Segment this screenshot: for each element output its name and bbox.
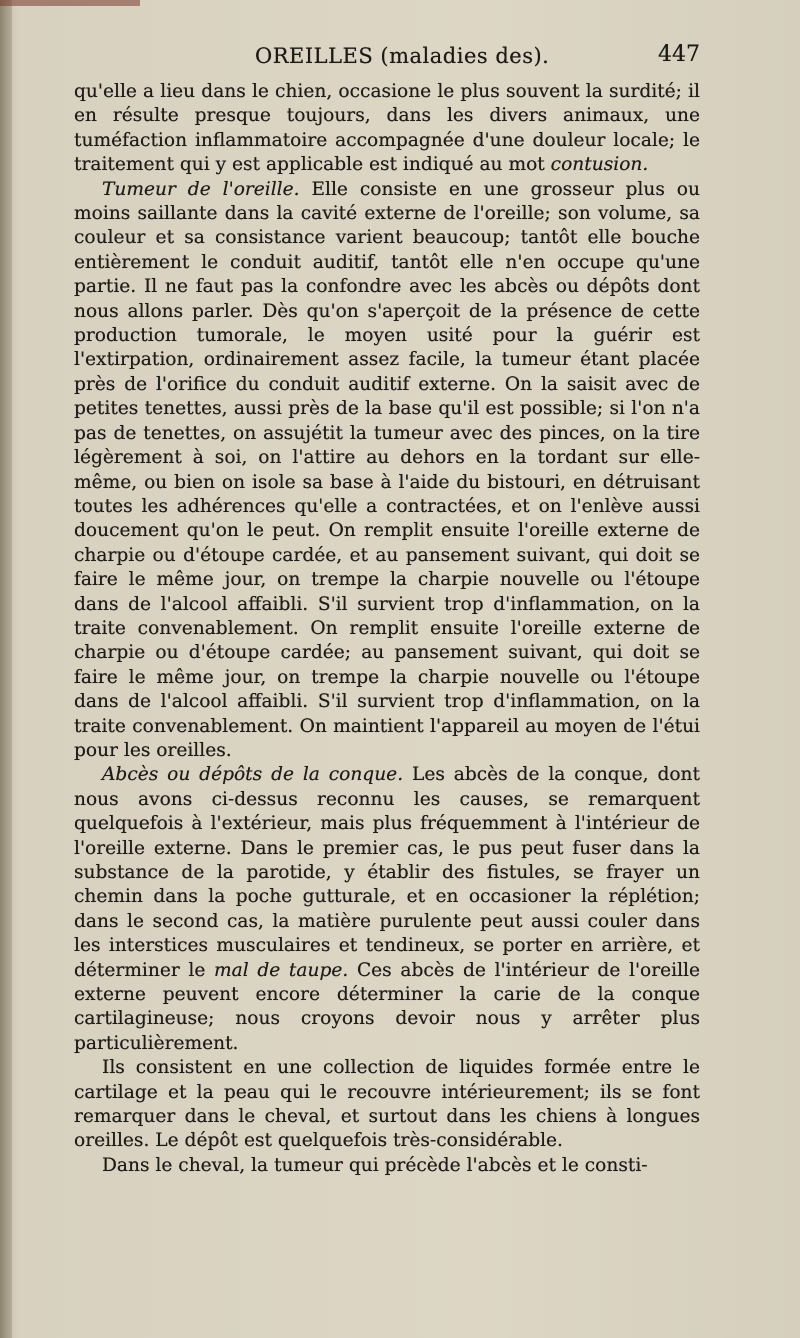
paragraph-tumeur-text: Elle consiste en une grosseur plus ou moins saillante dans la cavité externe de l'oreille; son volume, sa couleur et sa consistance varient beaucoup; tantôt elle bouche entièrement le conduit auditif, tantôt elle n'en occupe qu'une partie. Il ne faut pas la confondre avec les abcès ou dépôts dont nous allons parler. Dès qu'on s'aperçoit de la présence de cette production tumorale, le moyen usité pour la guérir est l'extirpation, ordinairement assez facile, la tumeur étant placée près de l'orifice du conduit auditif externe. On la saisit avec de petites tenettes, aussi près de la base qu'il est possible; si l'on n'a pas de tenettes, on assujétit la tumeur avec des pinces, on la tire légèrement à soi, on l'attire au dehors en la tordant sur elle-même, ou bien on isole sa base à l'aide du bistouri, en détruisant toutes les adhérences qu'elle a contractées, et on l'enlève aussi doucement qu'on le peut. On remplit ensuite l'oreille externe de charpie ou d'étoupe cardée, et au pansement suivant, qui doit se faire le même jour, on trempe la charpie nouvelle ou l'étoupe dans de l'alcool affaibli. S'il survient trop d'inflammation, on la traite convenablement. On remplit ensuite l'oreille externe de charpie ou d'étoupe cardée; au pansement suivant, qui doit se faire le même jour, on trempe la charpie nouvelle ou l'étoupe dans de l'alcool affaibli. S'il survient trop d'inflammation, on la traite convenablement. On maintient l'appareil au moyen de l'étui pour les oreilles. — [74, 178, 700, 761]
paragraph-1-text: qu'elle a lieu dans le chien, occasione le plus souvent la surdité; il en résulte presque toujours, dans les divers animaux, une tuméfaction inflammatoire accompagnée d'une douleur locale; le traitement qui y est applicable est indiqué au mot — [74, 81, 700, 176]
paragraph-abces-text-a: Les abcès de la conque, dont nous avons ci-dessus reconnu les causes, se remarquent quelquefois à l'extérieur, mais plus fréquemment à l'intérieur de l'oreille externe. Dans le premier cas, le pus peut fuser dans la substance de la parotide, y établir des fistules, se frayer un chemin dans la poche gutturale, et en occasioner la réplétion; dans le second cas, la matière purulente peut aussi couler dans les interstices musculaires et tendineux, se porter en arrière, et déterminer le — [74, 764, 700, 981]
section-heading-tumeur: Tumeur de l'oreille. — [102, 178, 300, 200]
cross-reference: contusion. — [550, 154, 649, 176]
page-edge-mark — [0, 0, 140, 6]
paragraph-abces — [74, 763, 700, 1056]
section-heading-abces: Abcès ou dépôts de la conque. — [102, 764, 404, 786]
binding-gutter — [0, 0, 12, 1338]
paragraph-5: Dans le cheval, la tumeur qui précède l'abcès et le consti- — [102, 1154, 648, 1176]
term-mal-de-taupe: mal de taupe. — [214, 959, 349, 981]
paragraph-tumeur — [74, 178, 700, 764]
page-number: 447 — [658, 42, 700, 67]
running-title: OREILLES (maladies des). — [255, 44, 550, 68]
paragraph-4: Ils consistent en une collection de liquides formée entre le cartilage et la peau qui le recouvre intérieurement; ils se font remarquer dans le cheval, et surtout dans les chiens à longues oreilles. Le dépôt est quelquefois très-considérable. — [74, 1057, 700, 1152]
paragraph-abces-text-b: Ces abcès de l'intérieur de l'oreille externe peuvent encore déterminer la carie de la conque cartilagineuse; nous croyons devoir nous y arrêter plus particulièrement. — [74, 959, 700, 1054]
body-text — [74, 80, 700, 1178]
paragraph-1 — [74, 80, 700, 178]
page-header — [60, 44, 700, 84]
